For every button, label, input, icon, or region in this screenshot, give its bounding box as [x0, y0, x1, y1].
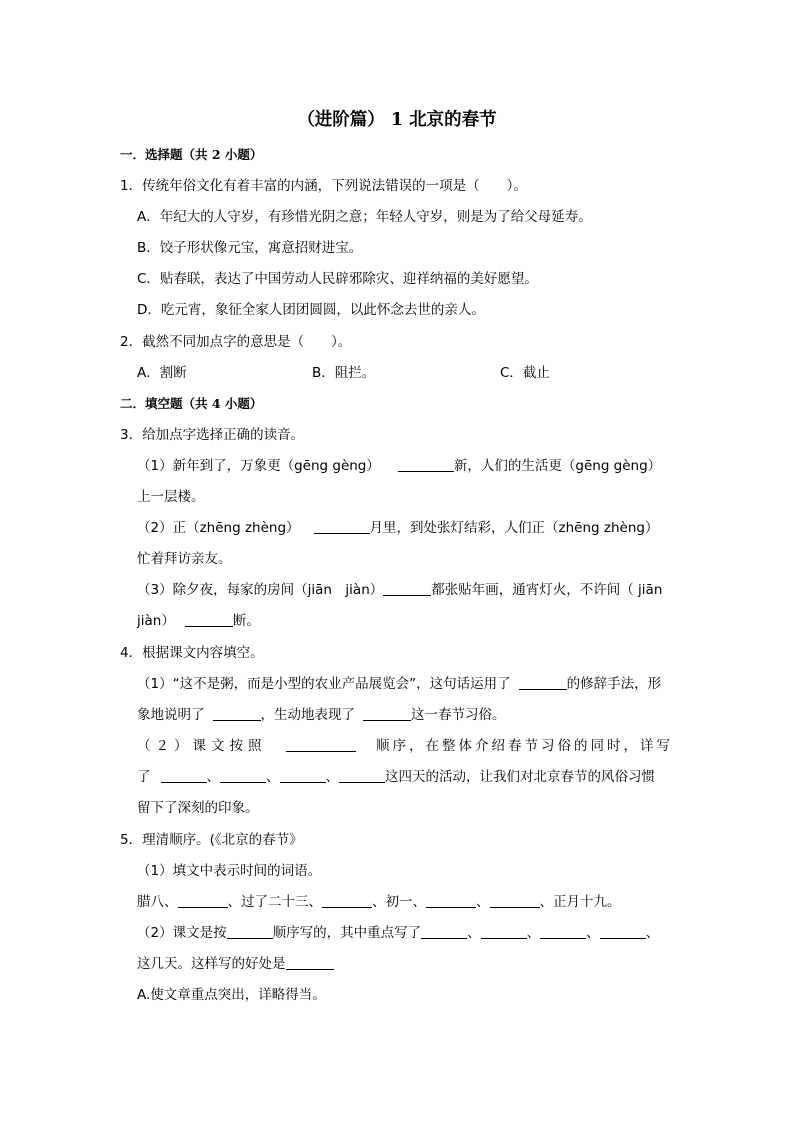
question-1-option-d: D．吃元宵，象征全家人团团圆圆，以此怀念去世的亲人。 [137, 302, 485, 318]
answer-blank[interactable] [286, 955, 334, 970]
question-3-part-2-text-b: 月里，到处张灯结彩，人们正（zhēng zhèng） [369, 520, 659, 536]
question-2-stem: 2．截然不同加点字的意思是（ ）。 [120, 334, 352, 350]
question-5-stem: 5．理清顺序。(《北京的春节》 [120, 832, 303, 848]
question-3-part-2-text-a: （2）正（zhēng zhèng） [137, 520, 300, 536]
question-4-part-1-text-b: 的修辞手法，形 [566, 676, 662, 692]
answer-blank[interactable] [481, 924, 527, 939]
question-4-part-1-continued [137, 706, 506, 724]
answer-blank[interactable] [383, 581, 431, 596]
answer-blank[interactable] [398, 457, 454, 472]
question-4-part-1-text-c: 象地说明了 [137, 707, 205, 723]
question-4-part-1-text-d: ，生动地表现了 [260, 707, 355, 723]
section-heading-fill: 二．填空题（共 4 小题） [120, 396, 263, 411]
question-3-part-1-continued: 上一层楼。 [137, 489, 205, 505]
question-4-part-1 [137, 675, 661, 693]
answer-blank[interactable] [426, 893, 476, 908]
question-5-part-2: （2）课文是按 顺序写的，其中重点写了 、 、 、 、 [137, 925, 660, 941]
answer-blank[interactable] [185, 612, 233, 627]
question-5-sequence: 腊八、 、过了二十三、 、初一、 、 、正月十九。 [137, 894, 621, 910]
question-3-part-3-text-c: jiàn） [137, 613, 175, 629]
answer-blank[interactable] [600, 924, 646, 939]
question-1-option-b: B．饺子形状像元宝，寓意招财进宝。 [137, 240, 363, 256]
answer-blank[interactable] [540, 924, 586, 939]
question-4-part-1-text-e: 这一春节习俗。 [411, 707, 506, 723]
question-4-part-2-text-d: 这四天的活动，让我们对北京春节的风俗习惯 [385, 769, 655, 785]
question-4-part-1-text-a: （1）“这不是粥，而是小型的农业产品展览会”，这句话运用了 [137, 676, 511, 692]
question-4-part-2-continued: 了 、 、 、 这四天的活动，让我们对北京春节的风俗习惯 [137, 769, 655, 785]
question-4-part-2-end: 留下了深刻的印象。 [137, 800, 259, 816]
answer-blank[interactable] [286, 737, 356, 752]
question-3-part-3 [137, 581, 662, 599]
answer-blank[interactable] [161, 768, 207, 783]
answer-blank[interactable] [213, 706, 261, 721]
question-4-part-2-text-c: 了 [137, 769, 151, 785]
answer-blank[interactable] [363, 706, 411, 721]
answer-blank[interactable] [220, 768, 266, 783]
question-4-part-2-text-a: （２）课文按照 [137, 738, 267, 754]
question-1-option-c: C．贴春联，表达了中国劳动人民辟邪除灾、迎祥纳福的美好愿望。 [137, 271, 538, 287]
question-5-option-a: A.使文章重点突出，详略得当。 [137, 987, 326, 1003]
question-1-option-a: A．年纪大的人守岁，有珍惜光阴之意；年轻人守岁，则是为了给父母延寿。 [137, 209, 592, 225]
question-5-part-1: （1）填文中表示时间的词语。 [137, 863, 322, 879]
question-3-part-1-text-b: 新，人们的生活更（gēng gèng） [453, 458, 662, 474]
question-3-part-3-text-a: （3）除夕夜，每家的房间（jiān jiàn） [137, 582, 384, 598]
answer-blank[interactable] [490, 893, 540, 908]
section-heading-choice: 一．选择题（共 2 小题） [120, 147, 263, 162]
question-2-option-a: A．割断 [137, 365, 187, 381]
answer-blank[interactable] [227, 924, 273, 939]
document-title: （进阶篇） 1 北京的春节 [297, 110, 497, 130]
question-5-part-2-continued: 这几天。这样写的好处是 [137, 955, 334, 973]
answer-blank[interactable] [280, 768, 326, 783]
question-3-part-2 [137, 519, 658, 537]
question-4-part-2-text-b: 顺序，在整体介绍春节习俗的同时，详写 [376, 738, 673, 754]
answer-blank[interactable] [519, 675, 567, 690]
answer-blank[interactable] [421, 924, 467, 939]
question-3-part-3-text-d: 断。 [232, 613, 260, 629]
question-1-stem: 1．传统年俗文化有着丰富的内涵，下列说法错误的一项是（ ）。 [120, 178, 527, 194]
question-3-part-3-text-b: 都张贴年画，通宵灯火，不许间（ jiān [431, 582, 663, 598]
question-2-option-b: B．阻拦。 [312, 365, 376, 381]
question-4-stem: 4．根据课文内容填空。 [120, 645, 264, 661]
question-2-option-c: C．截止 [500, 365, 550, 381]
question-3-part-1-text-a: （1）新年到了，万象更（gēng gèng） [137, 458, 380, 474]
question-3-part-3-continued [137, 612, 260, 630]
answer-blank[interactable] [314, 519, 370, 534]
question-3-part-2-continued: 忙着拜访亲友。 [137, 551, 232, 567]
question-3-stem: 3．给加点字选择正确的读音。 [120, 427, 305, 443]
question-4-part-2 [137, 737, 673, 755]
answer-blank[interactable] [322, 893, 372, 908]
question-3-part-1 [137, 457, 661, 475]
answer-blank[interactable] [178, 893, 228, 908]
answer-blank[interactable] [339, 768, 385, 783]
